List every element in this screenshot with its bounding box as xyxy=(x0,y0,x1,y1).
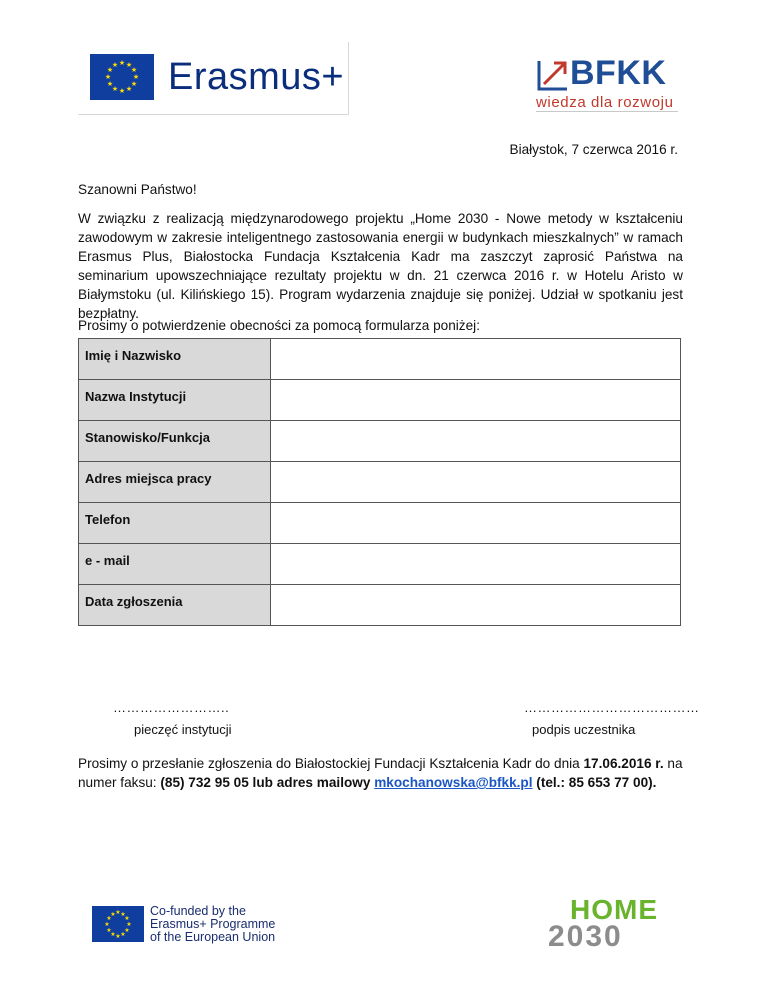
form-field-name[interactable] xyxy=(271,339,681,380)
form-row xyxy=(79,380,681,421)
greeting: Szanowni Państwo! xyxy=(78,182,197,197)
form-row xyxy=(79,544,681,585)
svg-text:★: ★ xyxy=(120,911,126,918)
svg-text:★: ★ xyxy=(111,85,119,93)
svg-text:★: ★ xyxy=(124,927,130,934)
form-row xyxy=(79,339,681,380)
form-field-date[interactable] xyxy=(271,585,681,626)
svg-text:★: ★ xyxy=(130,80,138,88)
svg-text:★: ★ xyxy=(104,921,110,928)
phone-number: (tel.: 85 653 77 00). xyxy=(532,775,657,790)
svg-text:★: ★ xyxy=(130,66,138,74)
svg-text:★: ★ xyxy=(126,921,132,928)
bfkk-logo xyxy=(536,54,678,114)
form-field-phone[interactable] xyxy=(271,503,681,544)
svg-text:★: ★ xyxy=(115,933,121,940)
confirm-request: Prosimy o potwierdzenie obecności za pomocą formularza poniżej: xyxy=(78,318,480,333)
cofunded-logo xyxy=(92,904,276,945)
bfkk-underline xyxy=(536,111,678,112)
fax-number: (85) 732 95 05 lub adres mailowy xyxy=(160,775,375,790)
form-field-position[interactable] xyxy=(271,421,681,462)
form-label-work-address: Adres miejsca pracy xyxy=(79,462,271,503)
bfkk-tagline: wiedza dla rozwoju xyxy=(536,94,674,111)
closing-text-fax: na numer faksu: xyxy=(78,756,683,790)
home-2030-logo xyxy=(548,896,680,954)
svg-text:★: ★ xyxy=(118,87,126,95)
svg-text:★: ★ xyxy=(106,66,114,74)
year-wordmark: 2030 xyxy=(548,920,623,953)
date-line: Białystok, 7 czerwca 2016 r. xyxy=(509,142,678,157)
svg-text:★: ★ xyxy=(106,80,114,88)
home-wordmark: HOME xyxy=(570,894,658,925)
registration-form xyxy=(78,338,681,626)
form-label-position: Stanowisko/Funkcja xyxy=(79,421,271,462)
svg-text:★: ★ xyxy=(125,85,133,93)
form-row xyxy=(79,462,681,503)
svg-text:★: ★ xyxy=(118,59,126,67)
form-label-date: Data zgłoszenia xyxy=(79,585,271,626)
form-row xyxy=(79,421,681,462)
bfkk-wordmark: BFKK xyxy=(570,54,667,92)
erasmus-logo xyxy=(78,42,349,115)
form-row xyxy=(79,585,681,626)
closing-text: Prosimy o przesłanie zgłoszenia do Białostockiej Fundacji Kształcenia Kadr do dnia xyxy=(78,756,584,771)
signature-label: podpis uczestnika xyxy=(532,722,636,737)
body-paragraph: W związku z realizacją międzynarodowego projektu „Home 2030 - Nowe metody w kształceniu zawodowym w zakresie inteligentnego zastosowania energii w budynkach mieszkalnych” w ramach Erasmus Plus, Białostocka Fundacja Kształcenia Kadr ma zaszczyt zaprosić Państwa na seminarium upowszechniające rezultaty projektu w dn. 21 czerwca 2016 r. w Hotelu Aristo w Białymstoku (ul. Kilińskiego 15). Program wydarzenia znajduje się poniżej. Udział w spotkaniu jest bezpłatny. xyxy=(78,211,683,321)
deadline-date: 17.06.2016 r. xyxy=(583,756,664,771)
svg-text:★: ★ xyxy=(110,931,116,938)
svg-text:★: ★ xyxy=(132,73,140,81)
svg-text:★: ★ xyxy=(115,909,121,916)
eu-flag-icon xyxy=(92,906,144,942)
bfkk-arrow-icon xyxy=(536,58,570,92)
form-field-work-address[interactable] xyxy=(271,462,681,503)
svg-text:★: ★ xyxy=(120,931,126,938)
stamp-label: pieczęć instytucji xyxy=(134,722,232,737)
cofunded-text: Co-funded by the Erasmus+ Programme of the European Union xyxy=(150,904,276,944)
erasmus-wordmark: Erasmus+ xyxy=(168,56,345,98)
form-label-name: Imię i Nazwisko xyxy=(79,339,271,380)
form-field-email[interactable] xyxy=(271,544,681,585)
svg-text:★: ★ xyxy=(106,927,112,934)
signature-line: ………………………………… xyxy=(524,700,700,715)
svg-text:★: ★ xyxy=(124,915,130,922)
closing-paragraph xyxy=(78,754,688,792)
eu-flag-icon xyxy=(90,54,154,100)
svg-text:★: ★ xyxy=(106,915,112,922)
form-label-email: e - mail xyxy=(79,544,271,585)
svg-text:★: ★ xyxy=(111,61,119,69)
svg-text:★: ★ xyxy=(104,73,112,81)
email-link[interactable]: mkochanowska@bfkk.pl xyxy=(374,775,533,790)
form-row xyxy=(79,503,681,544)
stamp-line: …………………….. xyxy=(113,700,230,715)
form-label-phone: Telefon xyxy=(79,503,271,544)
form-label-institution: Nazwa Instytucji xyxy=(79,380,271,421)
svg-text:★: ★ xyxy=(110,911,116,918)
form-field-institution[interactable] xyxy=(271,380,681,421)
svg-text:★: ★ xyxy=(125,61,133,69)
